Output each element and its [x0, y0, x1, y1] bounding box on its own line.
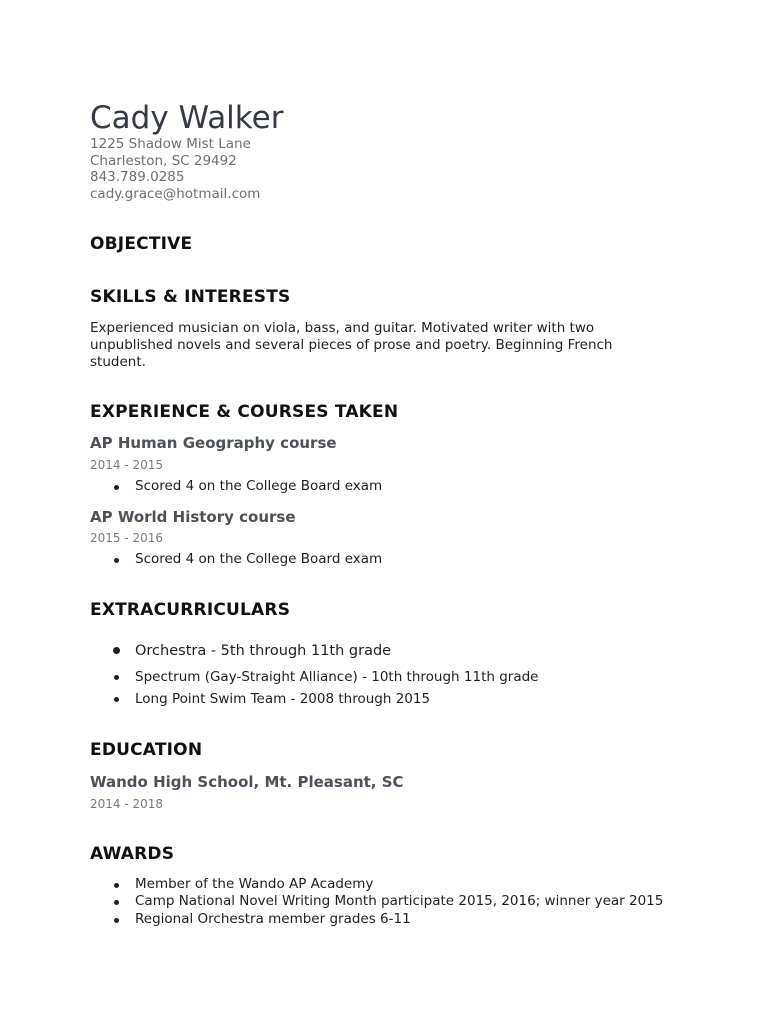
experience-bullets [90, 550, 382, 569]
bullet-icon [114, 697, 119, 702]
email-address: cady.grace@hotmail.com [90, 186, 261, 203]
bullet-icon [114, 883, 119, 888]
address-line-1: 1225 Shadow Mist Lane [90, 136, 251, 152]
bullet-icon [114, 918, 119, 923]
objective-heading: OBJECTIVE [90, 234, 193, 254]
phone-number: 843.789.0285 [90, 169, 185, 186]
candidate-name: Cady Walker [90, 100, 284, 136]
list-item [90, 893, 663, 910]
list-item [90, 550, 382, 569]
extracurricular-text: Spectrum (Gay-Straight Alliance) - 10th through 11th grade [135, 669, 539, 685]
extracurriculars-heading: EXTRACURRICULARS [90, 600, 291, 620]
list-item [90, 876, 663, 893]
skills-paragraph: Experienced musician on viola, bass, and guitar. Motivated writer with two unpublished novels and several pieces of prose and poetry. Beginning French student. [90, 320, 613, 370]
extracurricular-text: Long Point Swim Team - 2008 through 2015 [135, 691, 431, 707]
award-text: Camp National Novel Writing Month participate 2015, 2016; winner year 2015 [135, 893, 664, 910]
experience-heading: EXPERIENCE & COURSES TAKEN [90, 402, 399, 422]
awards-heading: AWARDS [90, 844, 175, 864]
skills-heading: SKILLS & INTERESTS [90, 287, 291, 307]
bullet-icon [114, 675, 119, 680]
extracurricular-text: Orchestra - 5th through 11th grade [135, 643, 392, 659]
bullet-text: Scored 4 on the College Board exam [135, 478, 383, 494]
award-text: Regional Orchestra member grades 6-11 [135, 910, 411, 927]
bullet-icon [114, 485, 119, 490]
award-text: Member of the Wando AP Academy [135, 876, 374, 892]
list-item [90, 688, 538, 710]
bullet-icon [113, 647, 120, 654]
education-dates: 2014 - 2018 [90, 797, 164, 811]
extracurriculars-list [90, 640, 538, 710]
bullet-text: Scored 4 on the College Board exam [135, 551, 383, 567]
experience-title: AP Human Geography course [90, 434, 337, 452]
experience-title: AP World History course [90, 508, 296, 526]
list-item [90, 640, 538, 662]
education-heading: EDUCATION [90, 740, 203, 760]
contact-block [90, 136, 260, 203]
experience-dates: 2014 - 2015 [90, 458, 164, 472]
address-line-2: Charleston, SC 29492 [90, 152, 237, 169]
bullet-icon [114, 900, 119, 905]
list-item [90, 477, 382, 496]
school-name: Wando High School, Mt. Pleasant, SC [90, 773, 404, 791]
awards-list [90, 876, 663, 928]
list-item [90, 911, 663, 928]
bullet-icon [114, 558, 119, 563]
experience-bullets [90, 477, 382, 496]
list-item [90, 666, 538, 688]
experience-dates: 2015 - 2016 [90, 531, 164, 545]
